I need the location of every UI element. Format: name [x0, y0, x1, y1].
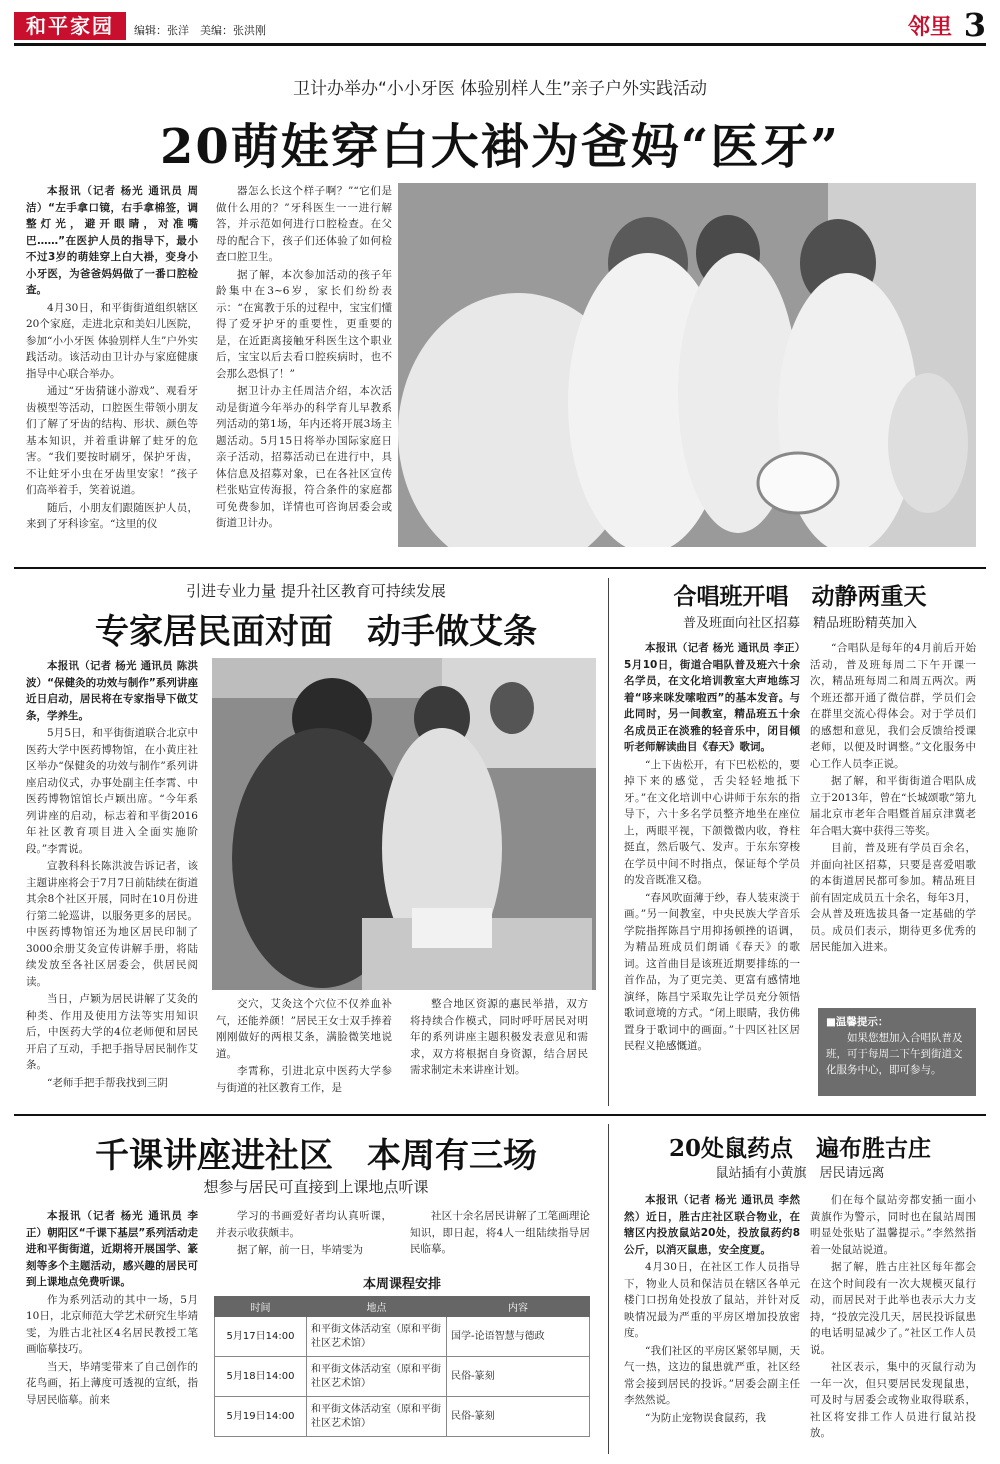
paragraph: “我们社区的平房区紧邻早厕，天气一热，这边的鼠患就严重，社区经常会接到居民的投诉。”居委会副主任李然然说。	[624, 1344, 800, 1406]
section-divider	[14, 1114, 986, 1116]
newspaper-logo: 和平家园	[14, 12, 126, 40]
story1-photo-kids-dentist	[398, 183, 976, 547]
story3-column-1	[624, 640, 800, 1106]
tip-box	[818, 1008, 976, 1096]
tip-body: 如果您想加入合唱队普及班，可于每周二下午到街道文化服务中心，即可参与。	[826, 1032, 963, 1076]
paragraph: 当日，卢颖为居民讲解了艾灸的种类、作用及使用方法等实用知识后，中医药大学的4位老师便和居民开启了互动，手把手指导居民制作艾条。	[26, 993, 198, 1071]
table-cell: 5月17日14:00	[215, 1317, 307, 1357]
table-header-cell: 内容	[447, 1297, 590, 1317]
paragraph: 通过“牙齿猜谜小游戏”、观看牙齿模型等活动，口腔医生带领小朋友们了解了牙齿的结构、形状、颜色等基本知识，并着重讲解了蛀牙的危害。“我们要按时刷牙，保护牙齿，不让蛀牙小虫在牙齿里安家！”孩子们高举着手，笑着说道。	[26, 385, 198, 496]
table-cell: 5月18日14:00	[215, 1357, 307, 1397]
paragraph: 们在每个鼠站旁都安插一面小黄旗作为警示，同时也在鼠站周围明显处张贴了温馨提示。”李然然指着一处鼠站说道。	[810, 1194, 976, 1256]
schedule-title: 本周课程安排	[362, 1277, 441, 1292]
paragraph: 本报讯（记者 杨光 通讯员 陈洪波）“保健灸的功效与制作”系列讲座近日启动，居民将在专家指导下做艾条，学养生。	[26, 660, 198, 722]
table-header-cell: 地点	[307, 1297, 447, 1317]
story2-column-2	[216, 996, 392, 1106]
editor-credits: 编辑：张洋 美编：张洪刚	[134, 24, 266, 37]
story5-headline: 20处鼠药点 遍布胜古庄	[668, 1135, 931, 1162]
paragraph: 本报讯（记者 杨光 通讯员 李然然）近日，胜古庄社区联合物业，在辖区内投放鼠站20处，投放鼠药约8公斤，以消灭鼠患，安全度夏。	[624, 1194, 800, 1256]
schedule-table	[214, 1296, 590, 1437]
paragraph: 李霄称，引进北京中医药大学参与街道的社区教育工作，是	[216, 1065, 392, 1094]
paragraph: “老师手把手帮我找到三阴	[47, 1076, 168, 1089]
table-row	[215, 1317, 590, 1357]
table-row	[215, 1357, 590, 1397]
page-number: 3	[963, 6, 986, 44]
table-cell: 和平街文体活动室（原和平街社区艺术馆）	[307, 1317, 447, 1357]
story1-column-2	[216, 183, 392, 561]
column-divider	[608, 578, 609, 1106]
paragraph: 5月5日，和平街街道联合北京中医药大学中医药博物馆，在小黄庄社区举办“保健灸的功效与制作”系列讲座启动仪式，办事处副主任李霄、中医药博物馆馆长卢颖出席。“今年系列讲座的启动，标志着和平街2016年社区教育项目进入全面实施阶段。”李霄说。	[26, 727, 198, 855]
paragraph: 4月30日，和平街街道组织辖区20个家庭，走进北京和美妇儿医院，参加“小小牙医 体验别样人生”户外实践活动。该活动由卫计办与家庭健康指导中心联合举办。	[26, 301, 198, 380]
paragraph: 学习的书画爱好者均认真听课，并表示收获颇丰。	[216, 1210, 392, 1239]
paragraph: 宣教科科长陈洪波告诉记者，该主题讲座将会于7月7日前陆续在街道其余8个社区开展，同时在10月份进行第二轮巡讲，以服务更多的居民。中医药博物馆还为地区居民印制了3000余册艾灸宣传讲解手册，将陆续发放至各社区居委会，供居民阅读。	[26, 860, 198, 988]
story2-headline: 专家居民面对面 动手做艾条	[95, 612, 537, 652]
table-cell: 5月19日14:00	[215, 1397, 307, 1437]
table-cell: 和平街文体活动室（原和平街社区艺术馆）	[307, 1357, 447, 1397]
paragraph: 整合地区资源的惠民举措，双方将持续合作模式，同时呼吁居民对明年的系列讲座主题积极发表意见和需求，双方将根据自身资源，结合居民需求制定未来讲座计划。	[410, 998, 588, 1076]
paragraph: 据了解，胜古庄社区每年都会在这个时间段有一次大规模灭鼠行动，而居民对于此举也表示大力支持，“投放完没几天，居民投诉鼠患的电话明显减少了。”社区工作人员说。	[810, 1261, 976, 1356]
table-cell: 和平街文体活动室（原和平街社区艺术馆）	[307, 1397, 447, 1437]
section-divider	[14, 567, 986, 569]
paragraph: 社区十余名居民讲解了工笔画理论知识，即日起，将4人一组陆续指导居民临摹。	[410, 1210, 590, 1255]
section-label: 邻里	[907, 15, 952, 40]
story4-column-3	[410, 1208, 590, 1270]
paragraph: 4月30日，在社区工作人员指导下，物业人员和保洁员在辖区各单元楼门口拐角处投放了鼠站，并针对反映情况最为严重的平房区增加投放密度。	[624, 1261, 800, 1339]
paragraph: 随后，小朋友们跟随医护人员，来到了牙科诊室。“这里的仪	[26, 501, 198, 530]
paragraph: 本报讯（记者 杨光 通讯员 李正）5月10日，街道合唱队普及班六十余名学员，在文化培训教室大声地练习着“哆来咪发嗦啦西”的基本发音。与此同时，另一间教室，精品班五十余名成员正在淡雅的轻音乐中，闭目倾听老师解读曲目《春天》歌词。	[624, 642, 800, 753]
paragraph: “春风吹面薄于纱，春人装束淡于画。”另一间教室，中央民族大学音乐学院指挥陈昌宁用抑扬顿挫的语调，为精品班成员们朗诵《春天》的歌词。这首曲目是该班近期要排练的一首作品，为了更完美、更富有感情地演绎，陈昌宁采取先让学员充分领悟歌词意境的方式。“闭上眼睛，我仿佛置身于歌词中的画面。”十四区社区居民程义艳感慨道。	[624, 891, 800, 1052]
story2-photo-moxa-workshop	[212, 658, 596, 990]
story1-column-1	[26, 183, 198, 561]
story4-column-1	[26, 1208, 198, 1454]
table-header-row	[215, 1297, 590, 1317]
paragraph: 器怎么长这个样子啊？”“它们是做什么用的？”牙科医生一一进行解答，并示范如何进行口腔检查。在父母的配合下，孩子们还体验了如何检查口腔卫生。	[216, 185, 392, 263]
paragraph: 据了解，和平街街道合唱队成立于2013年，曾在“长城颂歌”第九届北京市老年合唱暨首届京津冀老年合唱大赛中获得三等奖。	[810, 775, 976, 837]
story1-headline: 20萌娃穿白大褂为爸妈“医牙”	[159, 119, 841, 175]
paragraph: “为防止宠物误食鼠药，我	[645, 1411, 766, 1424]
table-cell: 民俗-篆刻	[447, 1397, 590, 1437]
paragraph: 本报讯（记者 杨光 通讯员 李正）朝阳区“千课下基层”系列活动走进和平街街道，近期将开展国学、篆刻等多个主题活动，感兴趣的居民可到上课地点免费听课。	[26, 1210, 198, 1288]
table-header-cell: 时间	[215, 1297, 307, 1317]
story4-subhead: 想参与居民可直接到上课地点听课	[203, 1178, 429, 1196]
paragraph: 社区表示，集中的灭鼠行动为一年一次，但只要居民发现鼠患，可及时与居委会或物业取得联系，社区将安排工作人员进行鼠站投放。	[810, 1361, 976, 1439]
paragraph: 据了解，本次参加活动的孩子年龄集中在3~6岁，家长们纷纷表示：“在寓教于乐的过程中，宝宝们懂得了爱牙护牙的重要性，更重要的是，在近距离接触牙科医生这个职业后，宝宝以后去看口腔疾病时，也不会那么恐惧了！”	[216, 268, 392, 380]
column-divider	[608, 1124, 609, 1454]
paragraph: “上下齿松开，有下巴松松的，要掉下来的感觉，舌尖轻轻地抵下牙。”在文化培训中心讲师于东东的指导下，六十多名学员整齐地坐在座位上，两眼平视，下颌微微内收，脊柱挺直，然后吸气、发声。于东东穿梭在学员中间不时指点，保证每个学员的发音既准又稳。	[624, 758, 800, 886]
story4-headline: 千课讲座进社区 本周有三场	[95, 1136, 537, 1176]
paragraph: 作为系列活动的其中一场，5月10日，北京师范大学艺术研究生毕靖雯，为胜古北社区4名居民教授工笔画临摹技巧。	[26, 1293, 198, 1355]
paragraph: “合唱队是每年的4月前后开始活动，普及班每周二下午开课一次，精品班每周二和周五两次。两个班还都开通了微信群，学员们会在群里交流心得体会。对于学员们的感想和意见，我们会反馈给授课老师，以便及时调整。”文化服务中心工作人员李正说。	[810, 642, 976, 770]
paragraph: 据卫计办主任周洁介绍，本次活动是街道今年举办的科学育儿早教系列活动的第1场，年内还将开展3场主题活动。5月15日将举办国际家庭日亲子活动，招募活动已在进行中，具体信息及招募对象，已在各社区宣传栏张贴宣传海报，符合条件的家庭都可免费参加，详情也可咨询居委会或街道卫计办。	[216, 385, 392, 529]
table-cell: 国学-论语智慧与德政	[447, 1317, 590, 1357]
story1-kicker: 卫计办举办“小小牙医 体验别样人生”亲子户外实践活动	[292, 79, 708, 99]
story2-kicker: 引进专业力量 提升社区教育可持续发展	[186, 582, 446, 600]
paragraph: 目前，普及班有学员百余名，并面向社区招募，只要是喜爱唱歌的本街道居民都可参加。精品班目前有固定成员五十余名，每年3月，会从普及班选拔具备一定基础的学员。成员们表示，期待更多优秀的居民能加入进来。	[810, 842, 976, 953]
paragraph: 当天，毕靖雯带来了自己创作的花鸟画，拓上薄度可透视的宣纸，指导居民临摹。前来	[26, 1360, 198, 1406]
story5-subhead: 鼠站插有小黄旗 居民请远离	[715, 1166, 885, 1181]
story3-headline: 合唱班开唱 动静两重天	[673, 583, 927, 610]
story4-column-2	[216, 1208, 392, 1270]
paragraph: 本报讯（记者 杨光 通讯员 周洁）“左手拿口镜，右手拿棉签，调整灯光，避开眼睛，对准嘴巴……”在医护人员的指导下，最小不过3岁的萌娃穿上白大褂，变身小小牙医，为爸爸妈妈做了一番口腔检查。	[26, 185, 198, 296]
story2-column-1	[26, 658, 198, 1106]
table-row	[215, 1397, 590, 1437]
paragraph: 据了解，前一日，毕靖雯为	[237, 1244, 363, 1256]
story3-column-2	[810, 640, 976, 1002]
story3-subhead: 普及班面向社区招募 精品班盼精英加入	[682, 616, 917, 631]
masthead	[14, 8, 986, 46]
story2-column-3	[410, 996, 588, 1106]
story5-column-1	[624, 1192, 800, 1454]
story5-column-2	[810, 1192, 976, 1454]
paragraph: 交穴，艾灸这个穴位不仅养血补气，还能养颜！”居民王女士双手捧着刚刚做好的两根艾条，满脸微笑地说道。	[216, 998, 392, 1060]
table-cell: 民俗-篆刻	[447, 1357, 590, 1397]
tip-title: ■温馨提示：	[826, 1016, 889, 1028]
